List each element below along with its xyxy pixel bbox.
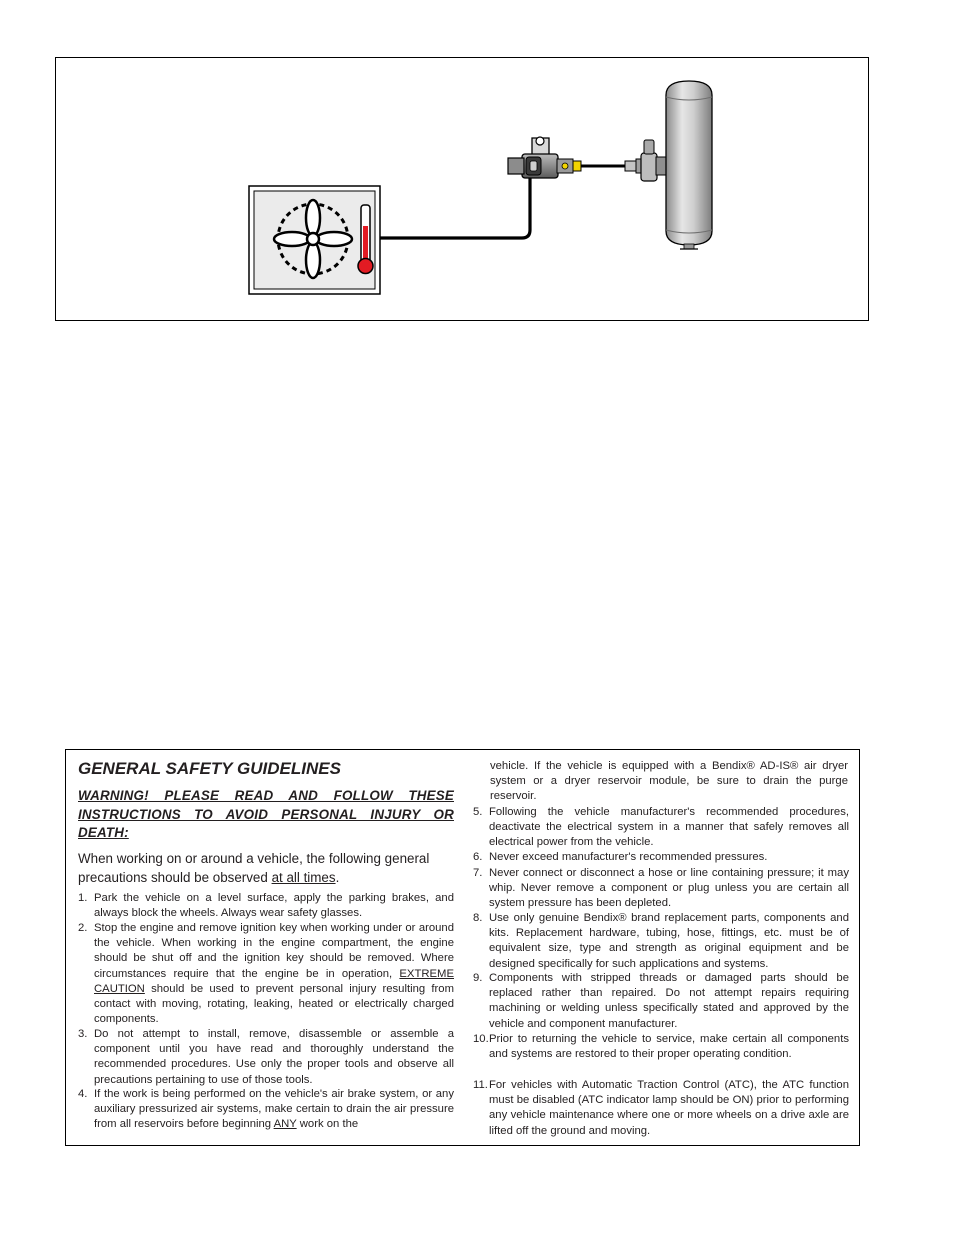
fan-temperature-module bbox=[249, 186, 380, 294]
safety-item-7: 7. Never connect or disconnect a hose or line containing pressure; it may whip. Never remove a component or plug unless you are certain all system pressure has been depleted. bbox=[473, 867, 849, 910]
drain-valve bbox=[625, 140, 666, 181]
safety-title: GENERAL SAFETY GUIDELINES bbox=[78, 759, 341, 778]
general-safety-guidelines bbox=[65, 749, 860, 1146]
safety-intro: When working on or around a vehicle, the following general precautions should be observed at all times. bbox=[78, 851, 430, 885]
thermometer-icon bbox=[358, 205, 373, 274]
safety-item-11: 11. For vehicles with Automatic Traction Control (ATC), the ATC function must be disabled (ATC indicator lamp should be ON) prior to performing any vehicle maintenance where one or more wheels on a drive axle are lifted off the ground and moving. bbox=[473, 1079, 849, 1137]
safety-item-5: 5. Following the vehicle manufacturer's recommended procedures, deactivate the electrical system in a manner that safely removes all electrical power from the vehicle. bbox=[473, 806, 849, 849]
safety-item-6: 6. Never exceed manufacturer's recommended pressures. bbox=[473, 851, 768, 863]
valve-assembly bbox=[508, 137, 581, 178]
safety-warning: WARNING! PLEASE READ AND FOLLOW THESE INSTRUCTIONS TO AVOID PERSONAL INJURY OR DEATH: bbox=[78, 788, 454, 840]
safety-item-1: 1. Park the vehicle on a level surface, apply the parking brakes, and always block the wheels. Always wear safety glasses. bbox=[78, 892, 454, 920]
safety-item-9: 9. Components with stripped threads or damaged parts should be replaced rather than repaired. Do not attempt repairs requiring machining or welding unless specifically stated and approved by the vehicle and component manufacturer. bbox=[473, 972, 849, 1030]
safety-item-10: 10. Prior to returning the vehicle to service, make certain all components and systems are restored to their proper operating condition. bbox=[473, 1033, 849, 1061]
safety-item-4-continued: vehicle. If the vehicle is equipped with a Bendix® AD-IS® air dryer system or a dryer reservoir module, be sure to drain the purge reservoir. bbox=[490, 760, 848, 803]
safety-item-4: 4. If the work is being performed on the vehicle's air brake system, or any auxiliary pressurized air systems, make certain to drain the air pressure from all reservoirs before beginning ANY work on the bbox=[78, 1088, 454, 1131]
electrical-line bbox=[380, 170, 530, 238]
diagram-svg bbox=[56, 58, 870, 322]
safety-item-2: 2. Stop the engine and remove ignition key when working under or around the vehicle. When working in the engine compartment, the engine should be shut off and the ignition key should be removed. Where circumstances require that the engine be in operation, EXTREME CAUTION should be used to prevent personal injury resulting from contact with moving, rotating, leaking, heated or electrically charged components. bbox=[78, 922, 454, 1026]
system-diagram bbox=[55, 57, 869, 321]
safety-item-3: 3. Do not attempt to install, remove, disassemble or assemble a component until you have read and thoroughly understand the recommended procedures. Use only the proper tools and observe all precautions pertaining to use of those tools. bbox=[78, 1028, 454, 1086]
safety-item-8: 8. Use only genuine Bendix® brand replacement parts, components and kits. Replacement hardware, tubing, hose, fittings, etc. must be of equivalent size, type and strength as original equipment and be designed specifically for such applications and systems. bbox=[473, 912, 849, 970]
air-reservoir-tank bbox=[666, 81, 712, 249]
